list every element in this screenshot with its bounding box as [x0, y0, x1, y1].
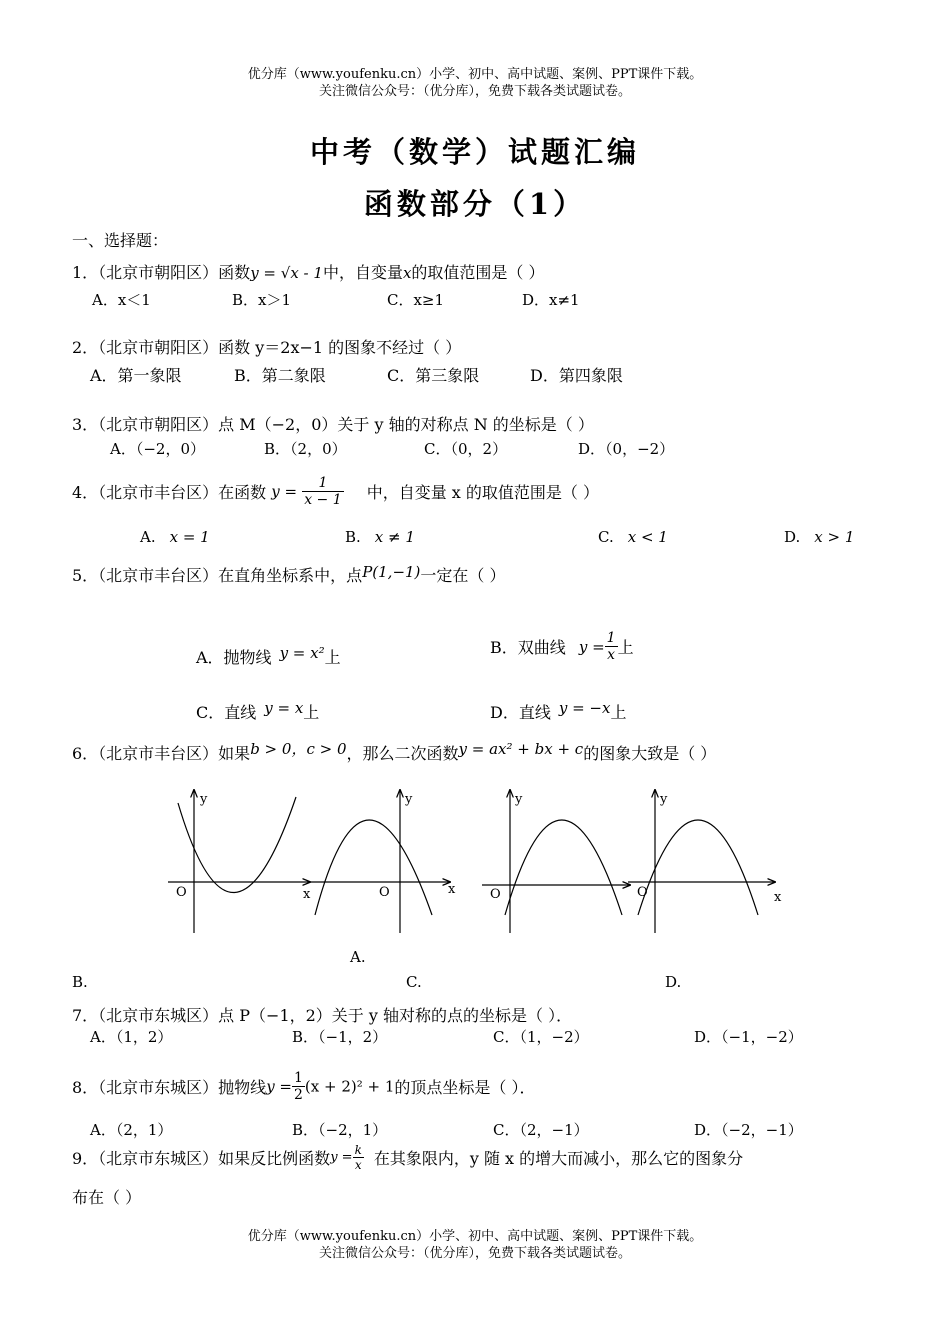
- q8-option-a: A．（2，1）: [90, 1121, 173, 1139]
- page-subtitle: 函数部分（1）: [363, 187, 587, 221]
- q5-option-c: [196, 700, 319, 723]
- graph-b-parabola: [315, 820, 432, 915]
- question-9: [72, 1143, 743, 1172]
- q7-option-b: B．（−1，2）: [292, 1028, 388, 1046]
- q7-option-c: C．（1，−2）: [493, 1028, 589, 1046]
- q2-option-d: D．第四象限: [530, 366, 623, 385]
- q1-var: x: [402, 264, 412, 282]
- q5-option-a: [196, 645, 341, 668]
- question-7: 7．（北京市东城区）点 P（−1，2）关于 y 轴对称的点的坐标是（ ）．: [72, 1006, 573, 1025]
- graph-b: [310, 790, 450, 933]
- q7-option-d: D．（−1，−2）: [694, 1028, 803, 1046]
- graph-b-y-label: y: [405, 792, 413, 807]
- q4-formula-lhs: y =: [271, 482, 298, 501]
- q4-option-c: [598, 528, 668, 546]
- q9-text-a: 9．（北京市东城区）如果反比例函数: [72, 1149, 331, 1168]
- q6-text-c: 的图象大致是（ ）: [583, 744, 717, 763]
- q9-text-b: 在其象限内，y 随 x 的增大而减小，那么它的图象分: [373, 1149, 744, 1168]
- q8-formula-lhs: y =: [266, 1077, 292, 1096]
- q6-formula: y = ax² + bx + c: [458, 740, 584, 758]
- q5-option-b-num: 1: [606, 630, 616, 646]
- q1-option-c: C．x≥1: [387, 291, 445, 309]
- q5-option-b: [490, 630, 634, 663]
- question-8: [72, 1070, 536, 1103]
- q8-frac-den: 2: [294, 1087, 303, 1103]
- question-4: [72, 475, 599, 508]
- question-5: [72, 563, 506, 586]
- q5-option-d-label: D．直线: [490, 703, 551, 722]
- q8-option-d: D．（−2，−1）: [694, 1121, 803, 1139]
- q5-option-a-suffix: 上: [324, 648, 341, 667]
- q1-option-a: A．x＜1: [92, 291, 151, 309]
- q9-text-c: 布在（ ）: [72, 1188, 142, 1207]
- q8-frac-num: 1: [294, 1070, 303, 1086]
- question-1: [72, 260, 545, 283]
- q5-option-a-formula: y = x²: [279, 644, 325, 662]
- q4-option-a-formula: x = 1: [169, 528, 210, 546]
- q2-option-b: B．第二象限: [234, 366, 326, 385]
- q8-formula-rhs: (x + 2)² + 1: [304, 1077, 395, 1096]
- q2-option-a: A．第一象限: [90, 366, 182, 385]
- graph-c-parabola: [505, 820, 622, 915]
- q5-text-b: 一定在（ ）: [420, 566, 506, 585]
- graph-b-x-label: x: [448, 882, 456, 897]
- q5-option-b-suffix: 上: [617, 638, 634, 657]
- q5-option-b-formula-lhs: y =: [578, 637, 605, 656]
- section-heading: 一、选择题：: [72, 231, 169, 250]
- q8-text-b: 的顶点坐标是（ ）．: [394, 1078, 536, 1097]
- q1-text-a: 1．（北京市朝阳区）函数: [72, 263, 251, 282]
- q6-option-b: B.: [72, 973, 88, 991]
- q4-option-a-label: A.: [140, 528, 156, 546]
- q8-option-b: B．（−2，1）: [292, 1121, 388, 1139]
- footer-line-2: 关注微信公众号：（优分库），免费下载各类试题试卷。: [318, 1246, 631, 1261]
- q5-option-d-suffix: 上: [610, 703, 627, 722]
- graph-c-o-label: O: [490, 887, 501, 902]
- q9-fraction: [353, 1143, 364, 1172]
- q8-text-a: 8．（北京市东城区）抛物线: [72, 1078, 267, 1097]
- q6-text-a: 6．（北京市丰台区）如果: [72, 744, 251, 763]
- q4-text-b: 中，自变量 x 的取值范围是（ ）: [366, 483, 600, 502]
- graph-c: [482, 790, 630, 933]
- q5-option-d-formula: y = −x: [558, 699, 611, 717]
- graph-d-o-label: O: [637, 885, 648, 900]
- q6-text-b: ，那么二次函数: [346, 744, 459, 763]
- q5-formula: P(1,−1): [362, 563, 421, 581]
- header-line-1: 优分库（www.youfenku.cn）小学、初中、高中试题、案例、PPT课件下载。: [247, 67, 703, 82]
- graph-d-x-label: x: [774, 890, 782, 905]
- header-line-2: 关注微信公众号：（优分库），免费下载各类试题试卷。: [318, 84, 631, 99]
- graph-a: [168, 790, 310, 933]
- q9-formula-lhs: y =: [330, 1150, 353, 1165]
- q4-frac-num: 1: [318, 475, 328, 491]
- q6-condition: b > 0，c > 0: [250, 740, 347, 758]
- q5-option-c-suffix: 上: [303, 703, 320, 722]
- q4-option-b-label: B.: [345, 528, 361, 546]
- q6-option-a: A.: [350, 948, 366, 966]
- q3-option-b: B．（2，0）: [264, 440, 347, 458]
- graph-a-parabola: [178, 797, 296, 893]
- q1-option-d: D．x≠1: [522, 291, 580, 309]
- q3-option-c: C．（0，2）: [424, 440, 508, 458]
- q1-text-b: 中，自变量: [322, 263, 403, 282]
- graph-a-o-label: O: [176, 885, 187, 900]
- q3-option-a: A．（−2，0）: [110, 440, 205, 458]
- q4-option-a: [140, 528, 210, 546]
- graph-a-x-label: x: [303, 887, 311, 902]
- q8-fraction: [292, 1070, 305, 1103]
- q4-option-d-formula: x > 1: [814, 528, 855, 546]
- graph-a-y-label: y: [200, 792, 208, 807]
- graph-d-parabola: [638, 820, 758, 915]
- graph-b-o-label: O: [379, 885, 390, 900]
- q4-option-b-formula: x ≠ 1: [374, 528, 415, 546]
- q4-option-d: [784, 528, 854, 546]
- q4-option-d-label: D.: [784, 528, 801, 546]
- page-title: 中考（数学）试题汇编: [309, 135, 640, 169]
- q7-option-a: A．（1，2）: [90, 1028, 173, 1046]
- q1-option-b: B．x＞1: [232, 291, 292, 309]
- q5-option-a-label: A．抛物线: [196, 648, 272, 667]
- q5-option-b-den: x: [605, 646, 618, 663]
- q6-graphs: [160, 785, 800, 935]
- q4-option-b: [345, 528, 415, 546]
- q5-option-b-label: B．双曲线: [490, 638, 566, 657]
- q9-frac-num: k: [354, 1143, 362, 1157]
- q5-option-c-label: C．直线: [196, 703, 257, 722]
- graph-d-y-label: y: [660, 792, 668, 807]
- question-2: 2．（北京市朝阳区）函数 y＝2x−1 的图象不经过（ ）: [72, 338, 462, 357]
- q6-option-d: D.: [665, 973, 682, 991]
- q4-text-a: 4．（北京市丰台区）在函数: [72, 483, 267, 502]
- graph-c-y-label: y: [515, 792, 523, 807]
- q6-option-c: C.: [406, 973, 422, 991]
- q4-frac-den: x − 1: [304, 492, 342, 508]
- footer-line-1: 优分库（www.youfenku.cn）小学、初中、高中试题、案例、PPT课件下载。: [247, 1229, 703, 1244]
- q1-text-c: 的取值范围是（ ）: [411, 263, 545, 282]
- q5-text-a: 5．（北京市丰台区）在直角坐标系中，点: [72, 566, 363, 585]
- question-6: [72, 741, 716, 764]
- graph-d: [628, 790, 775, 933]
- q5-option-d: [490, 700, 626, 723]
- q4-option-c-label: C.: [598, 528, 614, 546]
- q5-option-c-formula: y = x: [264, 699, 304, 717]
- q2-option-c: C．第三象限: [387, 366, 480, 385]
- question-3: 3．（北京市朝阳区）点 M（−2，0）关于 y 轴的对称点 N 的坐标是（ ）: [72, 415, 594, 434]
- q3-option-d: D．（0，−2）: [578, 440, 675, 458]
- q4-option-c-formula: x < 1: [627, 528, 668, 546]
- q9-frac-den: x: [353, 1157, 364, 1172]
- q5-option-b-fraction: [605, 630, 618, 663]
- q1-formula: y = √x - 1: [250, 264, 323, 282]
- q4-fraction: [302, 475, 343, 508]
- q8-option-c: C．（2，−1）: [493, 1121, 589, 1139]
